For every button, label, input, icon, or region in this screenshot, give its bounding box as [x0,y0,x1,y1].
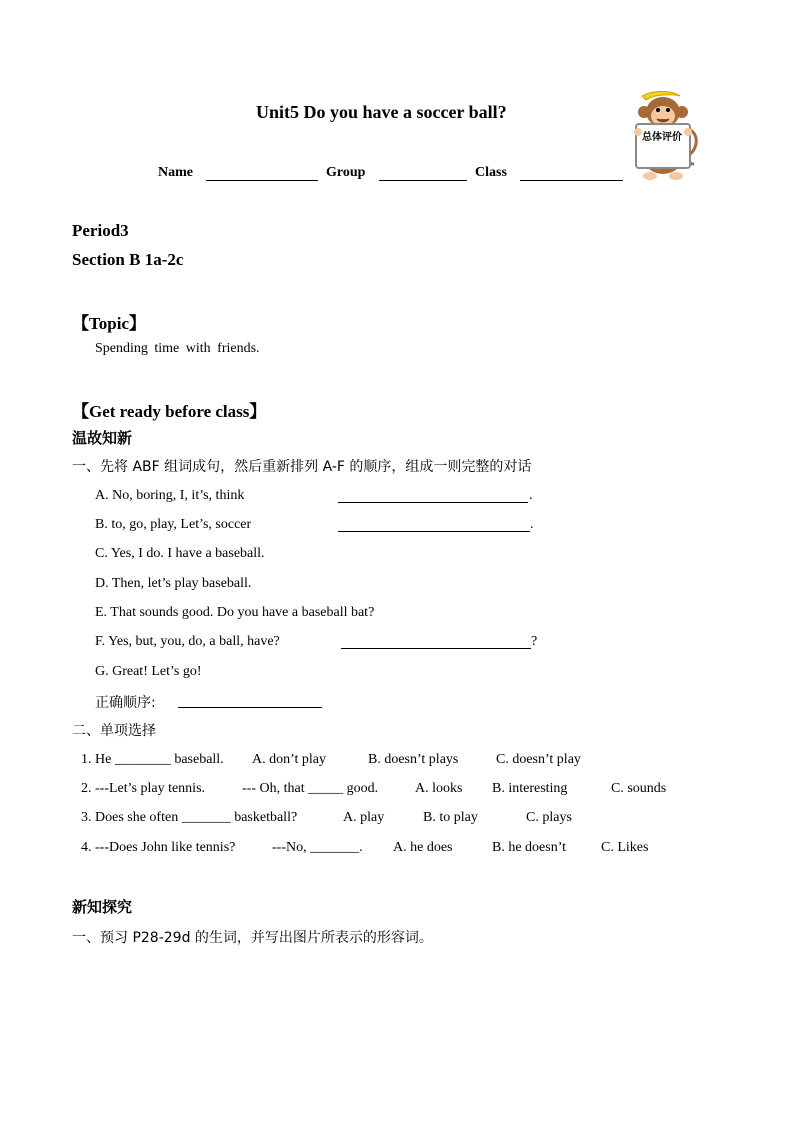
item-b-answer-blank[interactable] [338,519,530,532]
monkey-evaluation-badge [628,88,700,184]
name-label: Name [158,165,193,180]
question-4-option-b[interactable]: B. he doesn’t [492,840,567,855]
item-f-answer-blank[interactable] [341,636,531,649]
topic-heading: 【Topic】 [72,314,147,333]
period-heading: Period3 [72,221,129,240]
item-e: E. That sounds good. Do you have a baseball bat? [95,605,375,620]
item-d: D. Then, let’s play baseball. [95,576,252,591]
item-a-answer-blank[interactable] [338,490,528,503]
group-label: Group [326,165,366,180]
item-g: G. Great! Let’s go! [95,664,202,679]
item-b: B. to, go, play, Let’s, soccer [95,517,252,532]
item-c: C. Yes, I do. I have a baseball. [95,546,265,561]
question-4: 4. ---Does John like tennis? [81,840,236,855]
question-3-option-b[interactable]: B. to play [423,810,478,825]
question-3: 3. Does she often _______ basketball? [81,810,298,825]
question-1-option-b[interactable]: B. doesn’t plays [368,752,459,767]
item-a: A. No, boring, I, it’s, think [95,488,245,503]
order-label: 正确顺序: [95,695,156,711]
name-blank[interactable] [206,168,318,181]
review-heading: 温故知新 [72,429,133,447]
question-2-option-c[interactable]: C. sounds [611,781,667,796]
question-4-option-a[interactable]: A. he does [393,840,453,855]
new-knowledge-heading: 新知探究 [72,898,133,916]
question-2-option-b[interactable]: B. interesting [492,781,568,796]
question-3-option-c[interactable]: C. plays [526,810,572,825]
question-1-option-c[interactable]: C. doesn’t play [496,752,581,767]
class-blank[interactable] [520,168,623,181]
question-3-option-a[interactable]: A. play [343,810,385,825]
item-b-end: . [530,517,534,532]
class-label: Class [475,165,507,180]
topic-text: Spending time with friends. [95,341,260,356]
part2-instruction: 二、单项选择 [72,723,156,739]
item-a-end: . [529,488,533,503]
item-f-end: ? [531,634,538,649]
group-blank[interactable] [379,168,467,181]
get-ready-heading: 【Get ready before class】 [72,402,267,421]
question-1: 1. He ________ baseball. [81,752,224,767]
page-title: Unit5 Do you have a soccer ball? [256,102,507,122]
item-f: F. Yes, but, you, do, a ball, have? [95,634,280,649]
question-2: 2. ---Let’s play tennis. [81,781,206,796]
question-1-option-a[interactable]: A. don’t play [252,752,327,767]
section-heading: Section B 1a-2c [72,250,184,269]
order-answer-blank[interactable] [178,695,322,708]
question-4-option-c[interactable]: C. Likes [601,840,649,855]
question-2-response: --- Oh, that _____ good. [242,781,379,796]
new-knowledge-instruction: 一、预习 P28-29d 的生词，并写出图片所表示的形容词。 [72,930,433,946]
part1-instruction: 一、先将 ABF 组词成句，然后重新排列 A-F 的顺序，组成一则完整的对话 [72,459,532,475]
question-2-option-a[interactable]: A. looks [415,781,463,796]
badge-text: 总体评价 [642,132,682,143]
question-4-response: ---No, _______. [272,840,363,855]
